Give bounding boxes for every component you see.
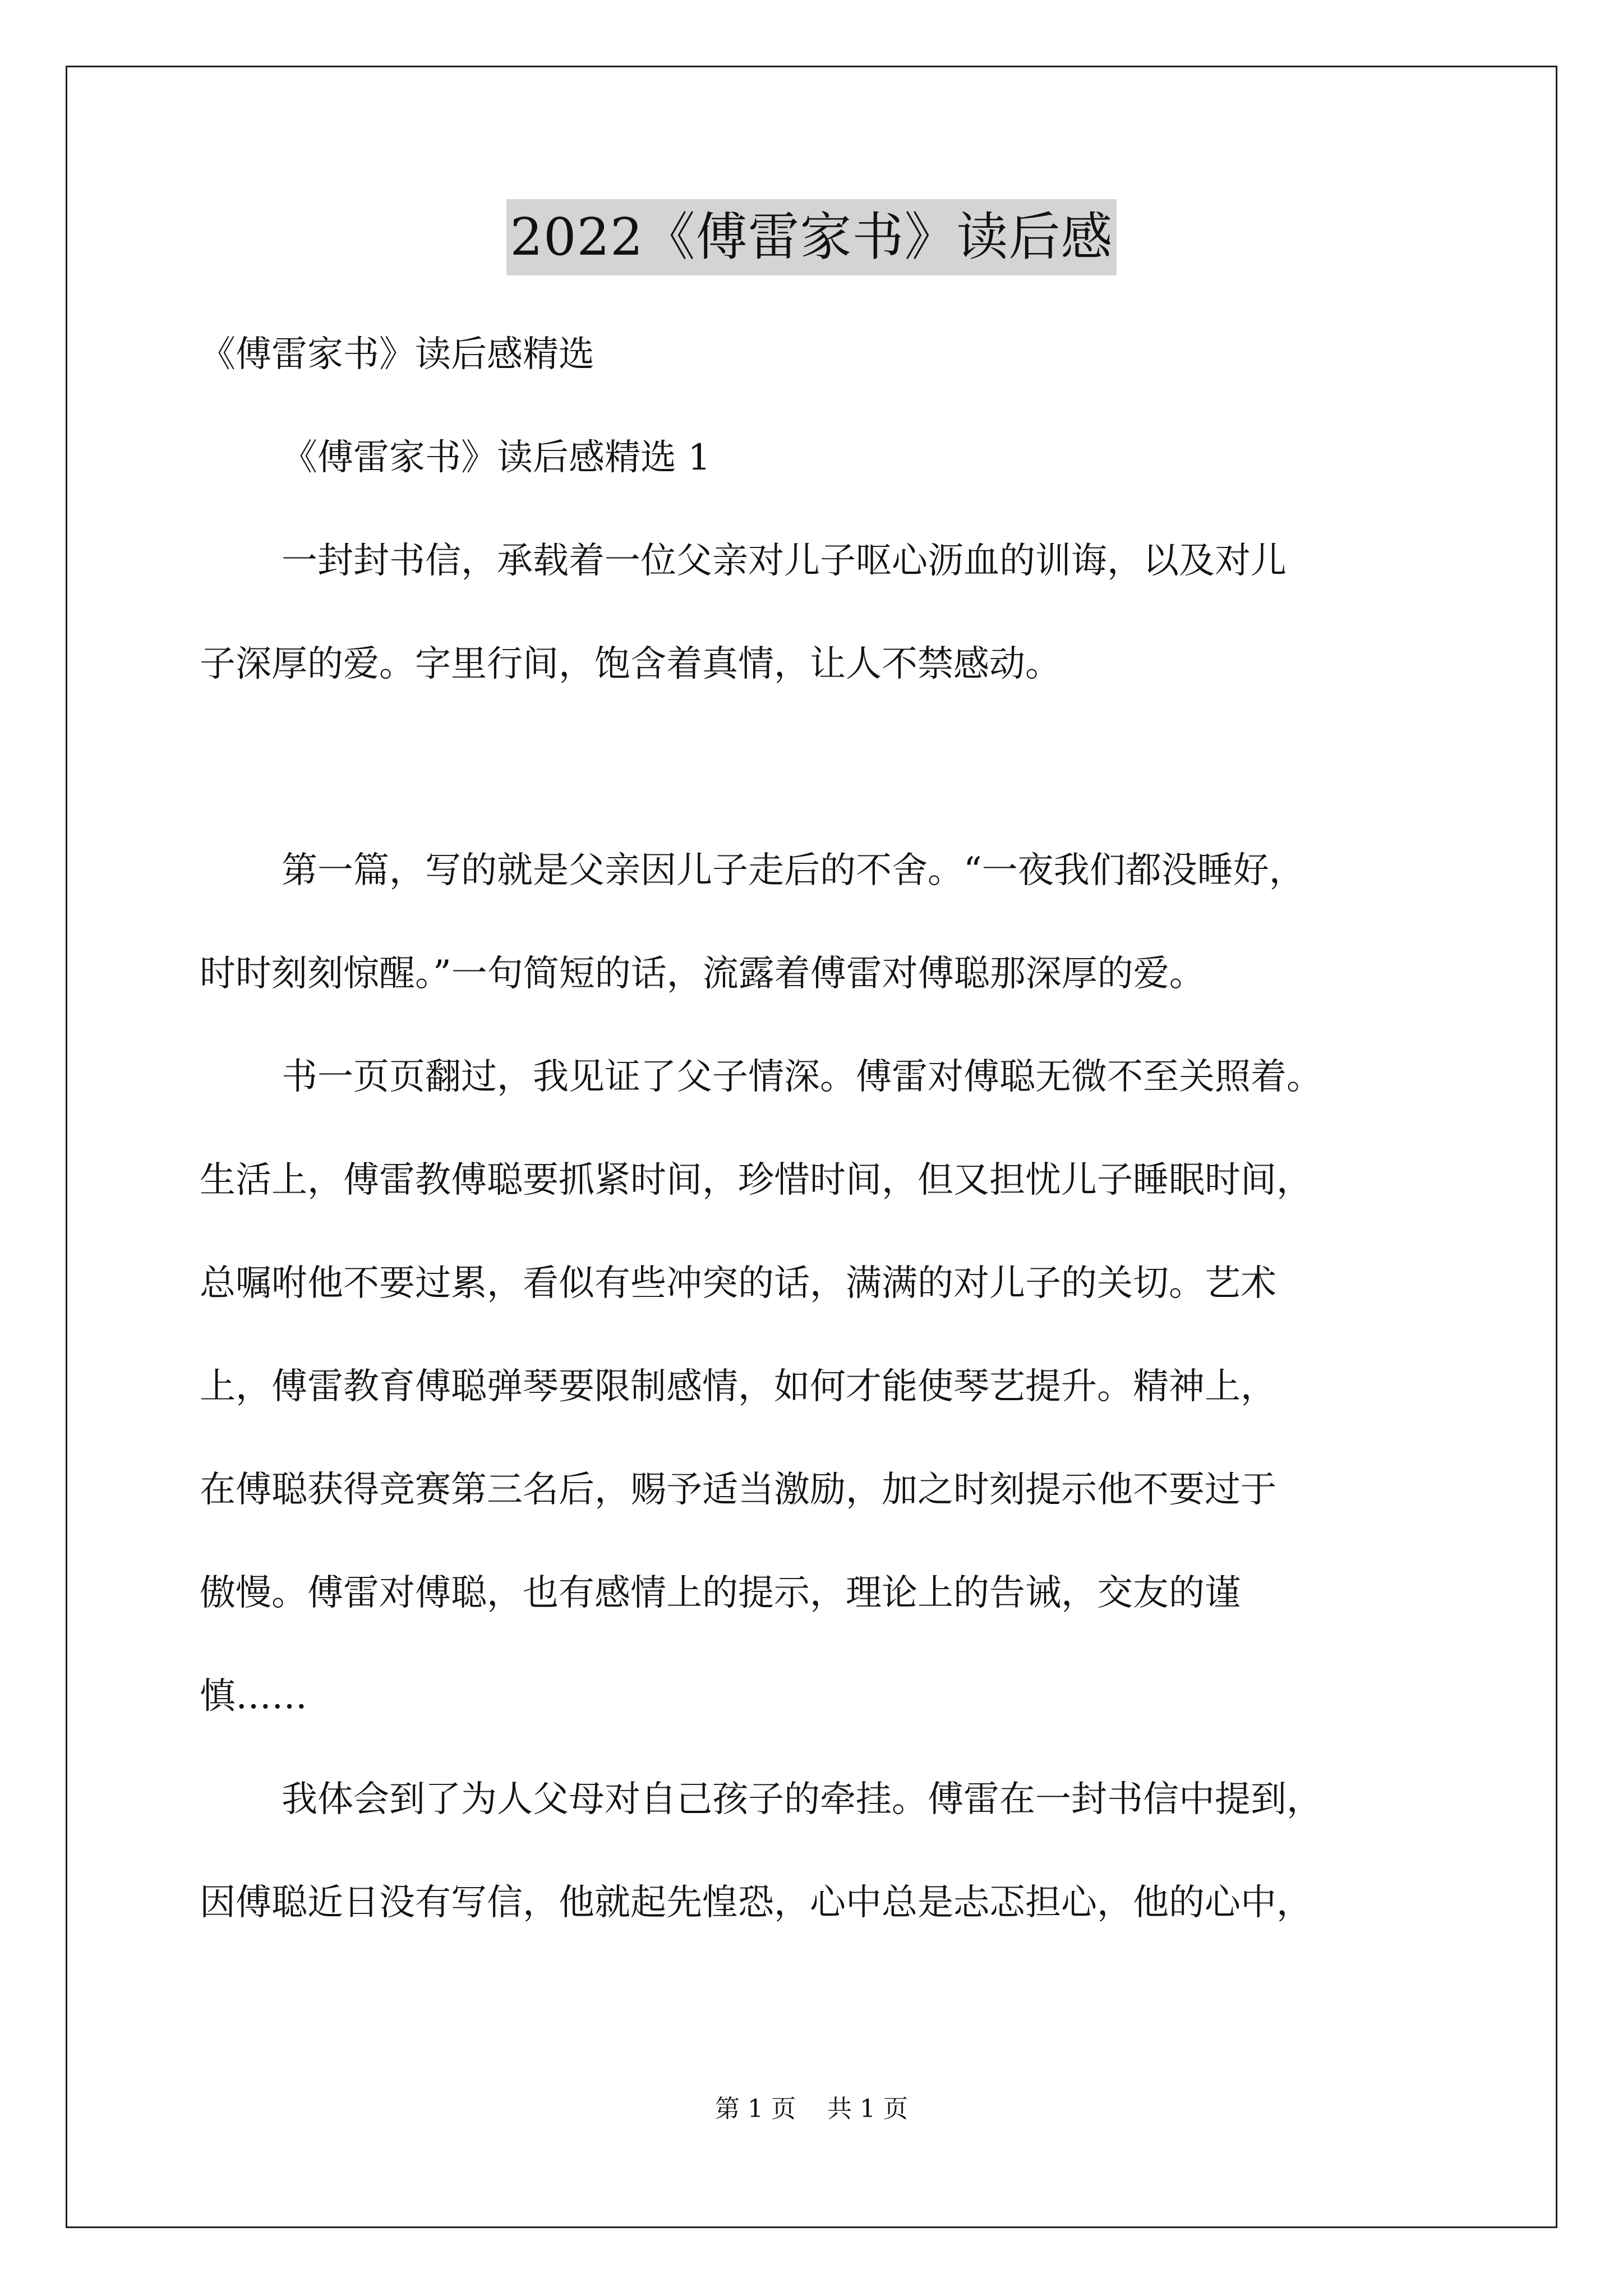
- paragraph-line: 时时刻刻惊醒。”一句简短的话，流露着傅雷对傅聪那深厚的爱。: [200, 953, 1205, 995]
- document-title: 2022《傅雷家书》读后感: [506, 199, 1116, 275]
- paragraph-line: 傲慢。傅雷对傅聪，也有感情上的提示，理论上的告诫，交友的谨: [200, 1572, 1241, 1614]
- paragraph-4: [200, 1748, 1433, 1954]
- paragraph-2: [200, 819, 1433, 1025]
- section-heading: 《傅雷家书》读后感精选 1: [282, 437, 711, 478]
- paragraph-1: [200, 509, 1433, 716]
- paragraph-line: 第一篇，写的就是父亲因儿子走后的不舍。“一夜我们都没睡好，: [282, 850, 1305, 891]
- paragraph-line: 我体会到了为人父母对自己孩子的牵挂。傅雷在一封书信中提到，: [282, 1779, 1322, 1820]
- paragraph-line: 书一页页翻过，我见证了父子情深。傅雷对傅聪无微不至关照着。: [282, 1056, 1322, 1098]
- paragraph-line: 慎……: [200, 1676, 307, 1717]
- paragraph-line: 生活上，傅雷教傅聪要抓紧时间，珍惜时间，但又担忧儿子睡眠时间，: [200, 1159, 1312, 1201]
- paragraph-spacer: [200, 716, 1433, 819]
- title-container: [0, 199, 1623, 275]
- page-number-total: 共 1 页: [827, 2095, 908, 2123]
- subtitle: 《傅雷家书》读后感精选: [200, 334, 594, 375]
- paragraph-line: 在傅聪获得竞赛第三名后，赐予适当激励，加之时刻提示他不要过于: [200, 1469, 1276, 1511]
- paragraph-line: 上，傅雷教育傅聪弹琴要限制感情，如何才能使琴艺提升。精神上，: [200, 1366, 1276, 1407]
- page-footer: [0, 2092, 1623, 2126]
- paragraph-3: [200, 1025, 1433, 1748]
- paragraph-line: 因傅聪近日没有写信，他就起先惶恐，心中总是忐忑担心，他的心中，: [200, 1882, 1312, 1924]
- paragraph-line: 总嘱咐他不要过累，看似有些冲突的话，满满的对儿子的关切。艺术: [200, 1263, 1276, 1304]
- paragraph-line: 子深厚的爱。字里行间，饱含着真情，让人不禁感动。: [200, 643, 1061, 685]
- paragraph-line: 一封封书信，承载着一位父亲对儿子呕心沥血的训诲，以及对儿: [282, 540, 1287, 582]
- page-number-current: 第 1 页: [715, 2095, 796, 2123]
- document-body: [200, 303, 1433, 1954]
